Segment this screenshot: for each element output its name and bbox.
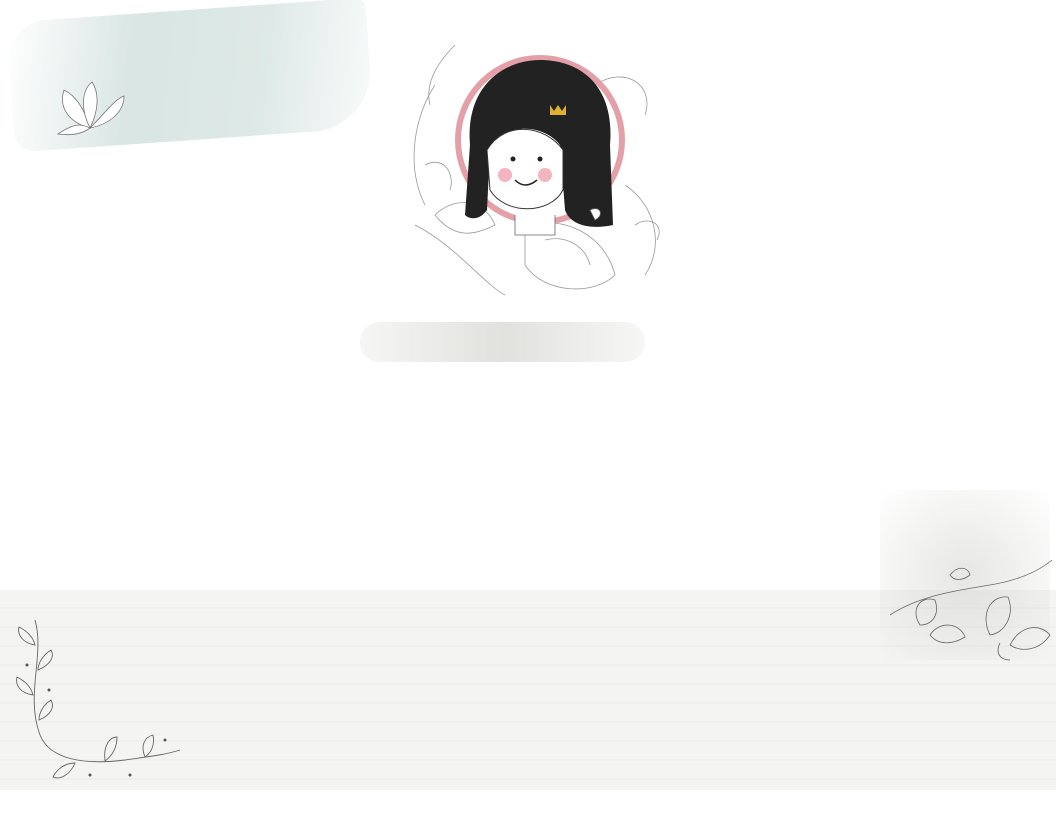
watercolor-wash-bebidas: [360, 322, 645, 362]
girl-portrait-icon: [395, 25, 695, 325]
vine-branch-icon: [5, 615, 185, 790]
magnolia-flower-icon: [50, 78, 130, 138]
magnolia-branch-icon: [880, 555, 1056, 665]
